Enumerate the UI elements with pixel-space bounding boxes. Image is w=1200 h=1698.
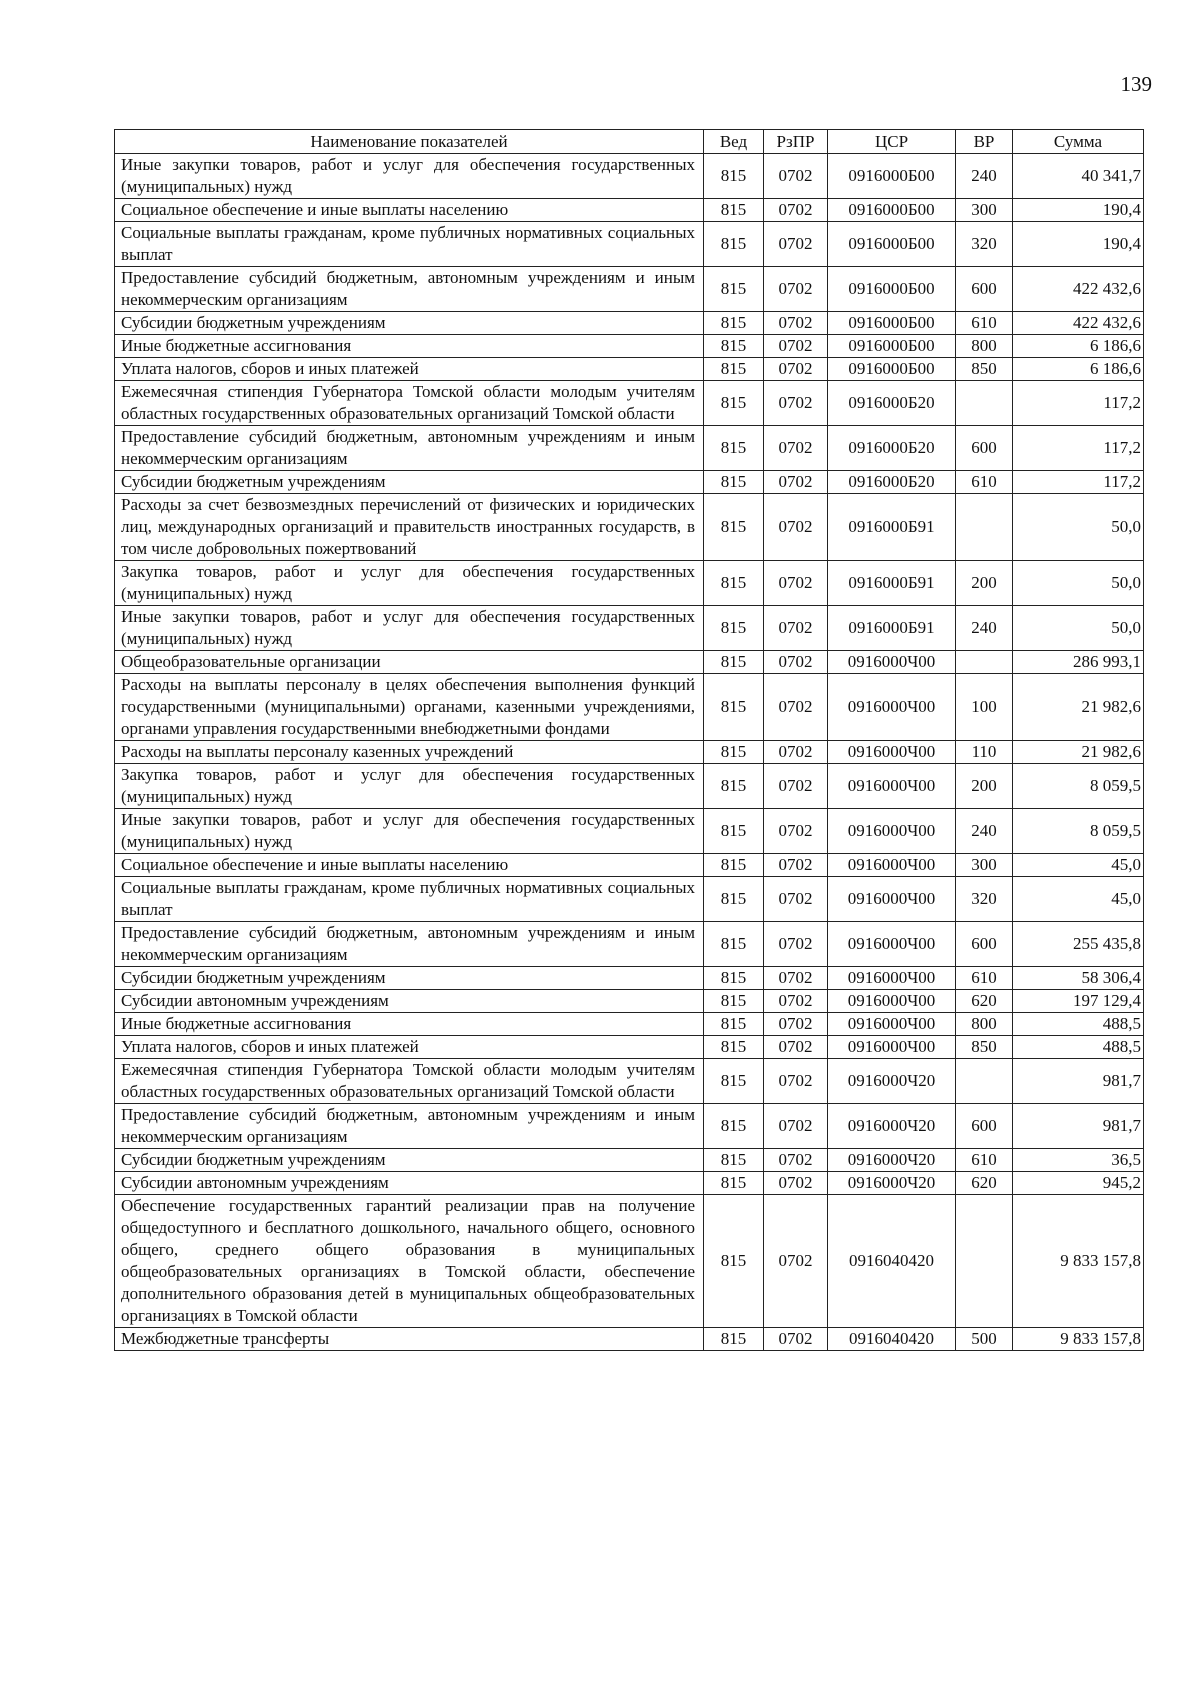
cell-vr — [956, 381, 1013, 426]
table-header — [115, 130, 1144, 154]
cell-vr: 320 — [956, 877, 1013, 922]
cell-rzpr: 0702 — [764, 561, 828, 606]
cell-csr: 0916000Ч00 — [828, 809, 956, 854]
table-row — [115, 494, 1144, 561]
cell-ved: 815 — [704, 312, 764, 335]
cell-sum: 981,7 — [1013, 1059, 1144, 1104]
table-row — [115, 1013, 1144, 1036]
table-row — [115, 1104, 1144, 1149]
cell-sum: 8 059,5 — [1013, 764, 1144, 809]
cell-ved: 815 — [704, 471, 764, 494]
cell-name: Предоставление субсидий бюджетным, автономным учреждениям и иным некоммерческим организациям — [115, 267, 704, 312]
cell-csr: 0916000Ч00 — [828, 854, 956, 877]
cell-vr: 850 — [956, 1036, 1013, 1059]
table-row — [115, 764, 1144, 809]
cell-vr: 620 — [956, 990, 1013, 1013]
cell-csr: 0916000Б00 — [828, 222, 956, 267]
cell-sum: 36,5 — [1013, 1149, 1144, 1172]
cell-csr: 0916000Б91 — [828, 561, 956, 606]
cell-name: Субсидии бюджетным учреждениям — [115, 967, 704, 990]
cell-rzpr: 0702 — [764, 1036, 828, 1059]
cell-csr: 0916000Б00 — [828, 312, 956, 335]
cell-ved: 815 — [704, 922, 764, 967]
cell-name: Социальные выплаты гражданам, кроме публичных нормативных социальных выплат — [115, 877, 704, 922]
table-row — [115, 1059, 1144, 1104]
cell-rzpr: 0702 — [764, 854, 828, 877]
cell-rzpr: 0702 — [764, 358, 828, 381]
cell-csr: 0916000Ч00 — [828, 1013, 956, 1036]
cell-sum: 981,7 — [1013, 1104, 1144, 1149]
cell-rzpr: 0702 — [764, 335, 828, 358]
cell-vr: 600 — [956, 426, 1013, 471]
cell-name: Иные закупки товаров, работ и услуг для обеспечения государственных (муниципальных) нужд — [115, 154, 704, 199]
table-row — [115, 1195, 1144, 1328]
table-row — [115, 651, 1144, 674]
cell-vr: 850 — [956, 358, 1013, 381]
cell-ved: 815 — [704, 335, 764, 358]
cell-ved: 815 — [704, 494, 764, 561]
table-row — [115, 990, 1144, 1013]
cell-rzpr: 0702 — [764, 222, 828, 267]
cell-vr — [956, 1059, 1013, 1104]
cell-ved: 815 — [704, 199, 764, 222]
cell-ved: 815 — [704, 1172, 764, 1195]
cell-ved: 815 — [704, 426, 764, 471]
cell-ved: 815 — [704, 1328, 764, 1351]
table-row — [115, 199, 1144, 222]
cell-name: Ежемесячная стипендия Губернатора Томской области молодым учителям областных государственных образовательных организаций Томской области — [115, 1059, 704, 1104]
cell-vr: 500 — [956, 1328, 1013, 1351]
table-row — [115, 381, 1144, 426]
cell-sum: 9 833 157,8 — [1013, 1328, 1144, 1351]
cell-name: Обеспечение государственных гарантий реализации прав на получение общедоступного и бесплатного дошкольного, начального общего, основного общего, среднего общего образования в муниципальных общеобразовательных организациях в Томской области, обеспечение дополнительного образования детей в муниципальных общеобразовательных организациях в Томской области — [115, 1195, 704, 1328]
cell-vr: 610 — [956, 312, 1013, 335]
cell-ved: 815 — [704, 154, 764, 199]
table-row — [115, 1149, 1144, 1172]
cell-rzpr: 0702 — [764, 154, 828, 199]
cell-vr: 240 — [956, 809, 1013, 854]
cell-rzpr: 0702 — [764, 651, 828, 674]
cell-csr: 0916000Ч00 — [828, 877, 956, 922]
cell-name: Предоставление субсидий бюджетным, автономным учреждениям и иным некоммерческим организациям — [115, 426, 704, 471]
cell-name: Расходы на выплаты персоналу казенных учреждений — [115, 741, 704, 764]
cell-rzpr: 0702 — [764, 199, 828, 222]
cell-sum: 21 982,6 — [1013, 741, 1144, 764]
cell-csr: 0916000Ч00 — [828, 651, 956, 674]
cell-vr: 600 — [956, 267, 1013, 312]
cell-vr — [956, 494, 1013, 561]
cell-rzpr: 0702 — [764, 606, 828, 651]
table-row — [115, 809, 1144, 854]
cell-name: Субсидии автономным учреждениям — [115, 1172, 704, 1195]
cell-csr: 0916000Б00 — [828, 199, 956, 222]
cell-rzpr: 0702 — [764, 967, 828, 990]
cell-ved: 815 — [704, 561, 764, 606]
cell-name: Иные бюджетные ассигнования — [115, 335, 704, 358]
cell-rzpr: 0702 — [764, 1328, 828, 1351]
header-csr: ЦСР — [828, 130, 956, 154]
cell-csr: 0916000Ч00 — [828, 1036, 956, 1059]
header-name: Наименование показателей — [115, 130, 704, 154]
cell-csr: 0916000Ч00 — [828, 967, 956, 990]
cell-csr: 0916000Ч20 — [828, 1059, 956, 1104]
table-row — [115, 741, 1144, 764]
cell-ved: 815 — [704, 967, 764, 990]
cell-vr: 610 — [956, 967, 1013, 990]
cell-name: Предоставление субсидий бюджетным, автономным учреждениям и иным некоммерческим организациям — [115, 1104, 704, 1149]
cell-csr: 0916000Ч00 — [828, 764, 956, 809]
cell-rzpr: 0702 — [764, 741, 828, 764]
cell-ved: 815 — [704, 809, 764, 854]
cell-csr: 0916000Ч00 — [828, 741, 956, 764]
cell-ved: 815 — [704, 358, 764, 381]
cell-name: Межбюджетные трансферты — [115, 1328, 704, 1351]
cell-rzpr: 0702 — [764, 1149, 828, 1172]
cell-csr: 0916000Б00 — [828, 154, 956, 199]
cell-csr: 0916000Ч00 — [828, 674, 956, 741]
header-vr: ВР — [956, 130, 1013, 154]
cell-ved: 815 — [704, 741, 764, 764]
cell-sum: 58 306,4 — [1013, 967, 1144, 990]
cell-rzpr: 0702 — [764, 267, 828, 312]
cell-rzpr: 0702 — [764, 494, 828, 561]
cell-name: Расходы за счет безвозмездных перечислений от физических и юридических лиц, международных организаций и правительств иностранных государств, в том числе добровольных пожертвований — [115, 494, 704, 561]
cell-name: Социальное обеспечение и иные выплаты населению — [115, 854, 704, 877]
page-number: 139 — [1120, 72, 1152, 96]
cell-rzpr: 0702 — [764, 471, 828, 494]
cell-name: Субсидии бюджетным учреждениям — [115, 312, 704, 335]
header-sum: Сумма — [1013, 130, 1144, 154]
cell-rzpr: 0702 — [764, 674, 828, 741]
table-row — [115, 1172, 1144, 1195]
cell-sum: 50,0 — [1013, 494, 1144, 561]
cell-vr: 200 — [956, 764, 1013, 809]
cell-vr: 800 — [956, 335, 1013, 358]
table-row — [115, 312, 1144, 335]
cell-name: Закупка товаров, работ и услуг для обеспечения государственных (муниципальных) нужд — [115, 561, 704, 606]
cell-sum: 9 833 157,8 — [1013, 1195, 1144, 1328]
cell-sum: 488,5 — [1013, 1036, 1144, 1059]
header-ved: Вед — [704, 130, 764, 154]
cell-ved: 815 — [704, 381, 764, 426]
cell-name: Общеобразовательные организации — [115, 651, 704, 674]
cell-csr: 0916000Б91 — [828, 494, 956, 561]
cell-name: Расходы на выплаты персоналу в целях обеспечения выполнения функций государственными (муниципальными) органами, казенными учреждениями, органами управления государственными внебюджетными фондами — [115, 674, 704, 741]
cell-name: Социальные выплаты гражданам, кроме публичных нормативных социальных выплат — [115, 222, 704, 267]
cell-sum: 255 435,8 — [1013, 922, 1144, 967]
cell-ved: 815 — [704, 1013, 764, 1036]
cell-sum: 488,5 — [1013, 1013, 1144, 1036]
cell-ved: 815 — [704, 651, 764, 674]
table-row — [115, 674, 1144, 741]
cell-vr: 110 — [956, 741, 1013, 764]
cell-csr: 0916000Ч20 — [828, 1172, 956, 1195]
cell-ved: 815 — [704, 877, 764, 922]
cell-csr: 0916000Ч20 — [828, 1149, 956, 1172]
cell-ved: 815 — [704, 764, 764, 809]
cell-vr: 610 — [956, 471, 1013, 494]
cell-ved: 815 — [704, 222, 764, 267]
cell-sum: 40 341,7 — [1013, 154, 1144, 199]
cell-vr: 610 — [956, 1149, 1013, 1172]
cell-rzpr: 0702 — [764, 312, 828, 335]
table-row — [115, 471, 1144, 494]
cell-vr: 600 — [956, 922, 1013, 967]
table-row — [115, 222, 1144, 267]
cell-vr: 240 — [956, 154, 1013, 199]
cell-vr: 320 — [956, 222, 1013, 267]
cell-sum: 45,0 — [1013, 854, 1144, 877]
cell-rzpr: 0702 — [764, 1104, 828, 1149]
cell-ved: 815 — [704, 267, 764, 312]
cell-sum: 422 432,6 — [1013, 312, 1144, 335]
cell-sum: 945,2 — [1013, 1172, 1144, 1195]
table-row — [115, 967, 1144, 990]
cell-vr: 600 — [956, 1104, 1013, 1149]
table-row — [115, 922, 1144, 967]
cell-name: Иные бюджетные ассигнования — [115, 1013, 704, 1036]
cell-vr: 300 — [956, 199, 1013, 222]
cell-sum: 21 982,6 — [1013, 674, 1144, 741]
cell-name: Субсидии бюджетным учреждениям — [115, 471, 704, 494]
cell-vr: 620 — [956, 1172, 1013, 1195]
cell-rzpr: 0702 — [764, 990, 828, 1013]
cell-csr: 0916000Б00 — [828, 358, 956, 381]
cell-sum: 8 059,5 — [1013, 809, 1144, 854]
cell-csr: 0916000Ч00 — [828, 990, 956, 1013]
table-row — [115, 606, 1144, 651]
table-row — [115, 267, 1144, 312]
header-row — [115, 130, 1144, 154]
cell-name: Социальное обеспечение и иные выплаты населению — [115, 199, 704, 222]
cell-csr: 0916000Б20 — [828, 381, 956, 426]
cell-name: Субсидии бюджетным учреждениям — [115, 1149, 704, 1172]
cell-sum: 190,4 — [1013, 222, 1144, 267]
cell-name: Иные закупки товаров, работ и услуг для обеспечения государственных (муниципальных) нужд — [115, 606, 704, 651]
cell-rzpr: 0702 — [764, 1013, 828, 1036]
cell-csr: 0916000Б20 — [828, 426, 956, 471]
cell-name: Субсидии автономным учреждениям — [115, 990, 704, 1013]
cell-vr: 200 — [956, 561, 1013, 606]
cell-rzpr: 0702 — [764, 426, 828, 471]
cell-ved: 815 — [704, 1195, 764, 1328]
cell-vr: 240 — [956, 606, 1013, 651]
cell-sum: 45,0 — [1013, 877, 1144, 922]
cell-csr: 0916000Б00 — [828, 267, 956, 312]
table-row — [115, 561, 1144, 606]
cell-rzpr: 0702 — [764, 809, 828, 854]
cell-sum: 117,2 — [1013, 381, 1144, 426]
cell-sum: 422 432,6 — [1013, 267, 1144, 312]
cell-sum: 6 186,6 — [1013, 358, 1144, 381]
cell-vr — [956, 651, 1013, 674]
cell-sum: 190,4 — [1013, 199, 1144, 222]
cell-csr: 0916000Ч20 — [828, 1104, 956, 1149]
cell-rzpr: 0702 — [764, 1195, 828, 1328]
cell-name: Иные закупки товаров, работ и услуг для обеспечения государственных (муниципальных) нужд — [115, 809, 704, 854]
table-row — [115, 426, 1144, 471]
cell-ved: 815 — [704, 1149, 764, 1172]
table-body — [115, 154, 1144, 1351]
cell-rzpr: 0702 — [764, 1172, 828, 1195]
cell-csr: 0916000Б00 — [828, 335, 956, 358]
table-row — [115, 335, 1144, 358]
cell-sum: 117,2 — [1013, 426, 1144, 471]
table-row — [115, 1328, 1144, 1351]
cell-ved: 815 — [704, 606, 764, 651]
cell-vr: 300 — [956, 854, 1013, 877]
cell-rzpr: 0702 — [764, 764, 828, 809]
cell-ved: 815 — [704, 854, 764, 877]
cell-csr: 0916000Ч00 — [828, 922, 956, 967]
cell-sum: 50,0 — [1013, 561, 1144, 606]
cell-sum: 197 129,4 — [1013, 990, 1144, 1013]
cell-rzpr: 0702 — [764, 877, 828, 922]
table-row — [115, 854, 1144, 877]
cell-vr — [956, 1195, 1013, 1328]
cell-name: Ежемесячная стипендия Губернатора Томской области молодым учителям областных государственных образовательных организаций Томской области — [115, 381, 704, 426]
table-row — [115, 154, 1144, 199]
table-row — [115, 358, 1144, 381]
header-rzpr: РзПР — [764, 130, 828, 154]
cell-sum: 286 993,1 — [1013, 651, 1144, 674]
cell-ved: 815 — [704, 1059, 764, 1104]
cell-csr: 0916040420 — [828, 1328, 956, 1351]
table-row — [115, 1036, 1144, 1059]
cell-sum: 50,0 — [1013, 606, 1144, 651]
cell-rzpr: 0702 — [764, 381, 828, 426]
cell-ved: 815 — [704, 1104, 764, 1149]
cell-ved: 815 — [704, 1036, 764, 1059]
cell-csr: 0916000Б20 — [828, 471, 956, 494]
cell-name: Уплата налогов, сборов и иных платежей — [115, 1036, 704, 1059]
cell-csr: 0916040420 — [828, 1195, 956, 1328]
cell-vr: 800 — [956, 1013, 1013, 1036]
cell-sum: 117,2 — [1013, 471, 1144, 494]
cell-name: Закупка товаров, работ и услуг для обеспечения государственных (муниципальных) нужд — [115, 764, 704, 809]
cell-csr: 0916000Б91 — [828, 606, 956, 651]
table-row — [115, 877, 1144, 922]
budget-table — [114, 129, 1144, 1351]
cell-ved: 815 — [704, 674, 764, 741]
cell-name: Уплата налогов, сборов и иных платежей — [115, 358, 704, 381]
cell-sum: 6 186,6 — [1013, 335, 1144, 358]
cell-rzpr: 0702 — [764, 1059, 828, 1104]
cell-rzpr: 0702 — [764, 922, 828, 967]
cell-vr: 100 — [956, 674, 1013, 741]
cell-name: Предоставление субсидий бюджетным, автономным учреждениям и иным некоммерческим организациям — [115, 922, 704, 967]
cell-ved: 815 — [704, 990, 764, 1013]
